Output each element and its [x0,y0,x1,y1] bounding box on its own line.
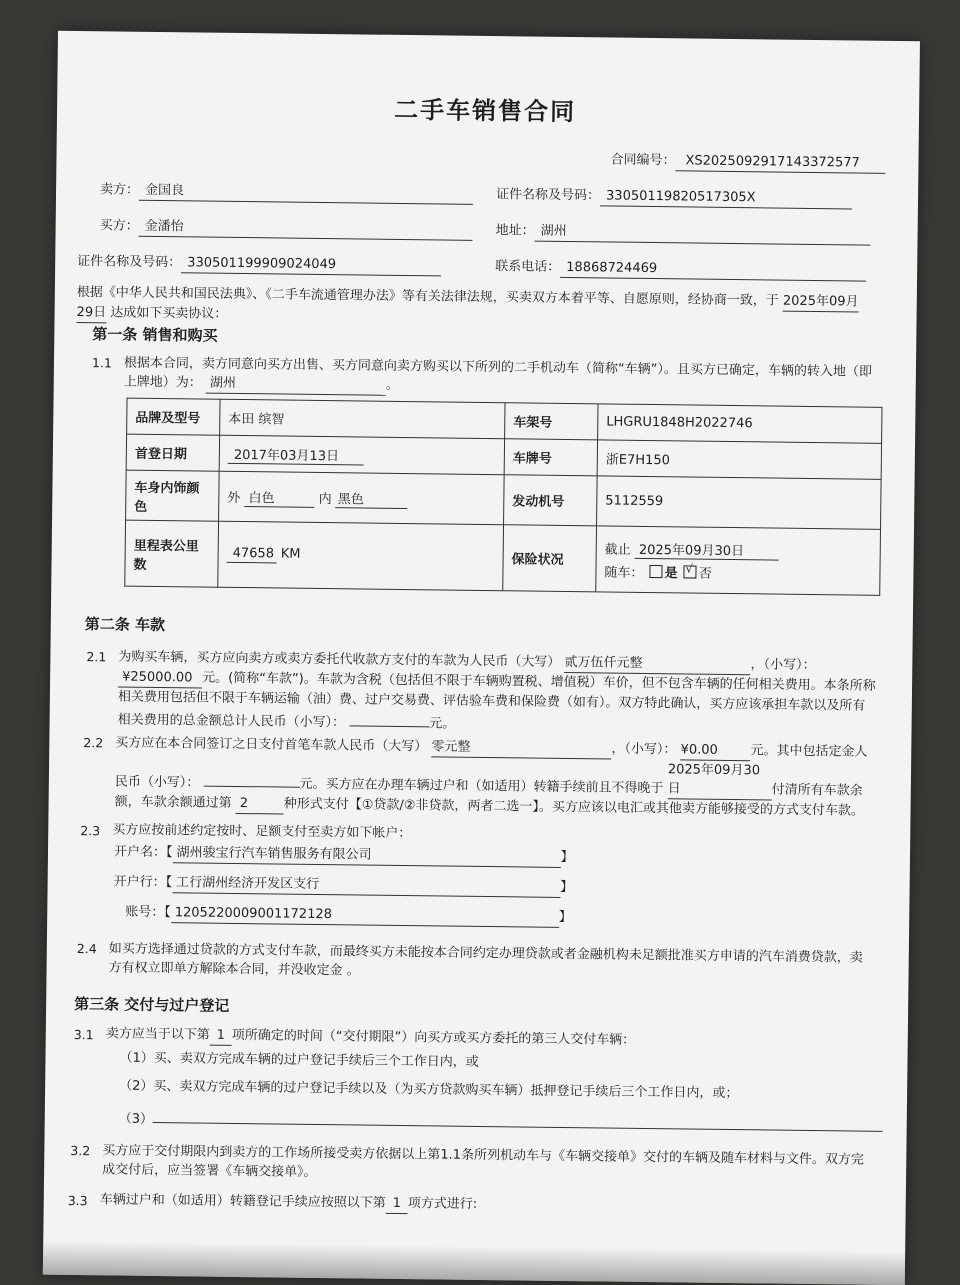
contract-page [43,31,920,1285]
delivery-option-3 [119,1106,884,1138]
clause-3-3-text-b: 项方式进行: [407,1196,478,1212]
clause-2-2-text-f: 种形式支付【①贷款/②非贷款，两者二选一】。买方应该以电汇或其他卖方能够接受的方式支付车款。 [283,796,865,819]
clause-2-1-text-b: ，（小写）： [750,657,816,674]
clause-3-3-number: 3.3 [67,1192,88,1209]
clause-3-3-text-a: 车辆过户和（如适用）转籍登记手续应按照以下第 [99,1192,386,1211]
price-lowercase: ¥25000.00 [118,668,202,689]
intro-paragraph [76,283,882,333]
clause-1-1-text: 根据本合同，卖方同意向买方出售、买方同意向卖方购买以下所列的二手机动车（简称“车辆”）。且买方已确定，车辆的转入地（即上牌地）为： [123,355,872,391]
delivery-option-2: （2）买、卖双方完成车辆的过户登记手续以及（为买方贷款购买车辆）抵押登记手续后三个工作日内，或； [119,1078,739,1102]
with-car-label: 随车： [604,564,644,581]
buyer-label: 买方： [99,218,139,234]
delivery-option-1: （1）买、卖双方完成车辆的过户登记手续后三个工作日内，或 [119,1050,479,1070]
first-payment-uppercase: 零元整 [431,737,611,759]
buyer-id-row [77,253,441,276]
vin-value: LHGRU1848H2022746 [598,404,882,443]
clause-2-2-text-d: 元。买方应在办理车辆过户和（如适用）转籍手续前且不得晚于 [299,776,664,797]
seller-name: 金国良 [139,182,473,205]
clause-2-3-number: 2.3 [80,823,101,839]
clause-3-1-text-a: 卖方应当于以下第 [105,1026,210,1043]
brand-label: 品牌及型号 [127,398,220,435]
insurance-until-row [605,538,872,561]
mileage-label: 里程表公里数 [125,520,219,587]
account-number-bracket: 】 [558,909,572,926]
clause-2-3-text: 买方应按前述约定按时、足额支付至卖方如下帐户： [112,822,412,842]
checkbox-no[interactable] [684,565,697,578]
mileage-unit: KM [280,546,301,562]
vin-label: 车架号 [505,403,598,440]
delivery-option-3-label: （3） [118,1111,154,1127]
account-number-row [125,904,572,928]
deposit-amount [203,770,299,788]
buyer-name: 金潘怡 [139,218,473,241]
table-row [125,520,881,595]
clause-2-2-number: 2.2 [83,735,104,751]
table-row [126,470,882,529]
insurance-until-label: 截止 [604,541,631,558]
seller-id-label: 证件名称及号码： [495,187,601,204]
clause-3-3-text [100,1191,478,1215]
clause-2-1-text-a: 为购买车辆，买方应向卖方或卖方委托代收款方支付的车款为人民币（大写） [118,649,561,670]
delivery-item-choice: 1 [210,1027,232,1046]
section-3-title: 第三条 交付与过户登记 [74,995,230,1015]
first-payment-lowercase: ¥0.00 [680,740,750,761]
clause-2-2-text-c: 元。其中包括定金人民币（小写）： [114,743,868,791]
seller-id-row [496,186,852,209]
insurance-label: 保险状况 [503,525,597,592]
address-row [495,222,870,246]
price-uppercase: 贰万伍仟元整 [564,653,750,675]
buyer-row [100,217,473,241]
with-car-row [604,561,871,583]
exterior-color: 白色 [244,487,314,508]
address-value: 湖州 [535,223,871,246]
engine-value: 5112559 [597,476,882,529]
clause-2-1-number: 2.1 [86,649,107,665]
seller-row [100,181,473,205]
clause-3-2-text: 买方应于交付期限内到卖方的工作场所接受卖方依据以上第1.1条所列机动车与《车辆交接单》交付的车辆及随车材料与文件。双方完成交付后，应当签署《车辆交接单》。 [102,1143,865,1180]
account-name: 湖州骏宝行汽车销售服务有限公司 [172,844,560,868]
clause-2-4-number: 2.4 [76,941,97,957]
contract-number [610,151,885,173]
address-label: 地址： [495,223,535,239]
vehicle-info-table [124,398,882,596]
clause-2-2 [114,733,877,821]
color-cell [219,471,505,524]
destination-city: 湖州 [206,374,386,396]
exterior-label: 外 [227,490,241,506]
payment-method-choice: 2 [236,794,284,815]
account-number-label: 账号：【 [125,904,171,921]
intro-date: 2025年09月 [783,292,859,313]
interior-color: 黑色 [336,488,408,509]
section-2-title: 第二条 车款 [84,615,166,635]
account-number: 1205220009001172128 [171,904,559,928]
clause-1-1-number: 1.1 [91,355,112,371]
intro-text: 根据《中华人民共和国民法典》、《二手车流通管理办法》等有关法律法规，买卖双方本着平等、自愿原则，经协商一致，于 [76,284,779,309]
interior-label: 内 [318,491,332,507]
engine-label: 发动机号 [504,475,598,526]
phone-value: 18868724469 [560,259,866,282]
clause-3-2-number: 3.2 [70,1142,91,1159]
delivery-option-3-blank [153,1106,883,1132]
reg-date-cell [219,435,504,474]
clause-2-2-text-a: 买方应在本合同签订之日支付首笔车款人民币（大写） [115,735,428,755]
clause-3-1-text-b: 项所确定的时间（“交付期限”）向买方或买方委托的第三人交付车辆： [231,1027,636,1048]
phone-row [495,258,866,282]
mileage-value: 47658 [227,546,277,564]
transfer-item-choice: 1 [386,1195,408,1214]
account-bank-label: 开户行：【 [113,874,173,891]
plate-label: 车牌号 [504,439,597,476]
plate-value: 浙E7H150 [597,440,881,479]
document-title: 二手车销售合同 [393,95,577,127]
checkbox-yes-label: 是 [664,565,678,581]
account-bank-bracket: 】 [560,879,574,896]
clause-3-1-number: 3.1 [73,1027,94,1043]
checkbox-yes[interactable] [650,565,663,578]
balance-deadline: 2025年09月30日 [668,760,772,800]
phone-label: 联系电话： [495,259,561,275]
clause-2-1-text-d: 元。 [429,716,456,732]
account-bank-row [114,873,574,898]
clause-2-4-text: 如买方选择通过贷款的方式支付车款，而最终买方未能按本合同约定办理贷款或者金融机构未足额批准买方申请的汽车消费贷款，卖方有权立即单方解除本合同，并没收定金 。 [108,941,863,979]
account-name-row [114,843,574,868]
account-name-label: 开户名：【 [113,844,173,861]
total-amount [349,709,429,727]
contract-number-label: 合同编号： [610,152,676,169]
account-name-bracket: 】 [560,849,574,866]
bottom-shadow [43,1241,905,1285]
buyer-id: 330501199909024049 [181,254,441,276]
account-bank: 工行湖州经济开发区支行 [172,874,560,898]
clause-3-1-text [106,1025,636,1050]
reg-date-value: 2017年03月13日 [228,443,364,465]
insurance-until-date: 2025年09月30日 [635,538,779,560]
clause-2-1 [117,648,878,739]
clause-1-1 [124,354,882,402]
section-1-title: 第一条 销售和购买 [92,325,218,345]
clause-2-2-text-e: 付清所有车款余额，车款余额通过第 [114,782,863,811]
clause-2-2-text-b: ，（小写）： [611,741,677,758]
brand-value: 本田 缤智 [220,399,505,438]
color-label: 车身内饰颜色 [126,470,220,521]
seller-id: 33050119820517305X [600,187,852,209]
clause-1-1-end: 。 [385,377,399,393]
contract-number-value: XS2025092917143372577 [675,152,885,174]
intro-text-end: 达成如下买卖协议： [110,305,228,322]
intro-date-day: 29日 [76,303,106,323]
checkbox-no-label: 否 [698,566,712,582]
seller-label: 卖方： [100,182,140,198]
reg-date-label: 首登日期 [126,434,219,471]
clause-2-1-text-c: 元。(简称“车款”)。车款为含税（包括但不限于车辆购置税、增值税）车价，但不包含车辆的任何相关费用。本条所称相关费用包括但不限于车辆运输（油）费、过户交易费、评估验车费和保险费（如有）。双方特此确认，买方应该承担车款以及所有相关费用的总金额总计人民币（小写）： [117,670,876,731]
buyer-id-label: 证件名称及号码： [77,253,182,271]
insurance-cell [596,526,881,595]
mileage-cell [218,521,504,590]
